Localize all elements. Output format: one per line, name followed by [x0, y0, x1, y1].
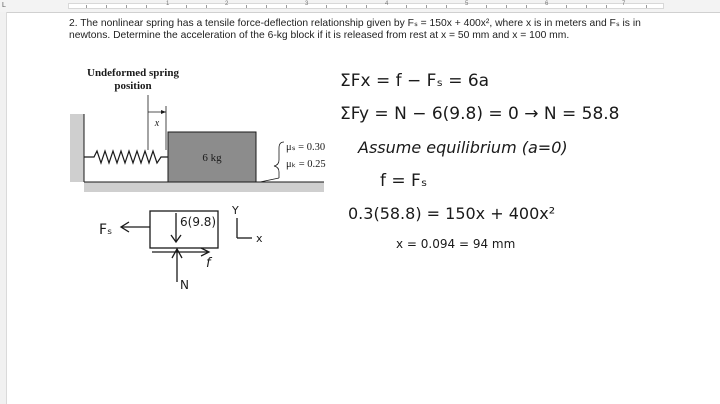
kinetic-friction-label: μₖ = 0.25 [286, 159, 326, 170]
figure-label-line1: Undeformed spring [87, 67, 179, 79]
ruler-number: 5 [465, 1, 469, 7]
x-dimension-label: x [154, 118, 160, 129]
block-mass-label: 6 kg [202, 152, 222, 164]
ruler-number: 3 [305, 1, 309, 7]
axis-x-label: x [256, 232, 263, 245]
fbd-spring-force-label: Fₛ [99, 222, 113, 238]
fbd-friction-label: f [206, 256, 211, 271]
ruler-number: 6 [545, 1, 549, 7]
ruler-number: 2 [225, 1, 229, 7]
ruler-number: 4 [385, 1, 389, 7]
equation-solve: 0.3(58.8) = 150x + 400x² [348, 204, 556, 223]
equation-f-equals-fs: f = Fₛ [380, 171, 428, 191]
axis-y-label: Y [232, 204, 239, 217]
static-friction-label: μₛ = 0.30 [286, 142, 326, 153]
result-text: x = 0.094 = 94 mm [396, 237, 516, 251]
figure-label-line2: position [114, 80, 152, 92]
ruler-number: 1 [166, 1, 170, 7]
assumption-text: Assume equilibrium (a=0) [358, 138, 568, 157]
ruler-number: 7 [622, 1, 626, 7]
fbd-weight-label: 6(9.8) [180, 215, 217, 229]
equation-sum-fy: ΣFy = N − 6(9.8) = 0 → N = 58.8 [340, 104, 620, 124]
fbd-normal-label: N [180, 278, 189, 292]
equation-sum-fx: ΣFx = f − Fₛ = 6a [340, 71, 490, 91]
tab-stop-marker[interactable]: L [2, 2, 6, 9]
problem-statement: 2. The nonlinear spring has a tensile force-deflection relationship given by Fₛ = 150x + 400x², where x is in meters and Fₛ is in newtons. Determine the acceleration of the 6-kg block if it is released from rest at x = 50 mm and x = 100 mm. [69, 18, 641, 42]
